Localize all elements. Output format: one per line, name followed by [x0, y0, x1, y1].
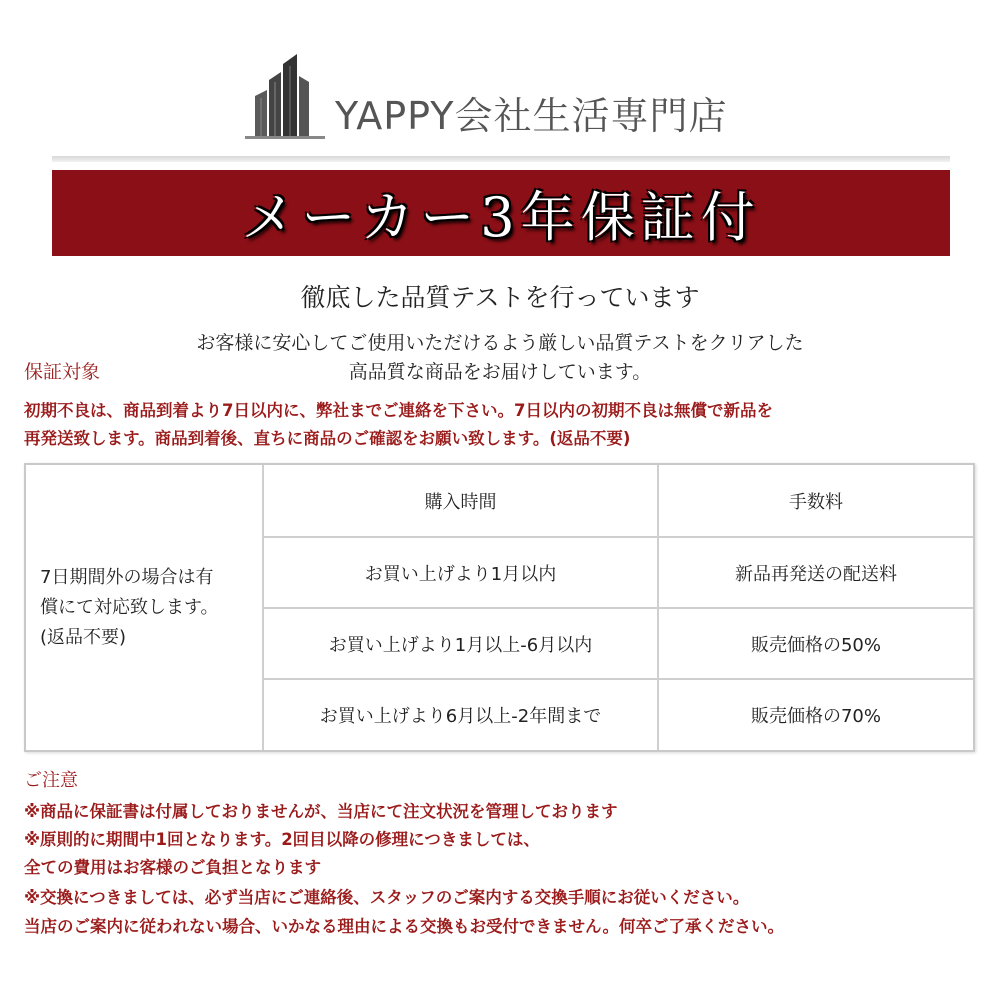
fee-table: [24, 463, 975, 752]
building-skyline-icon: [245, 52, 325, 140]
warranty-heading: 保証対象: [24, 361, 101, 383]
note-line: ※交換につきましては、必ず当店にご連絡後、スタッフのご案内する交換手順にお従いください。: [24, 888, 750, 907]
column-header: 購入時間: [424, 491, 497, 513]
intro-line: 高品質な商品をお届けしています。: [348, 361, 652, 383]
intro-line: お客様に安心してご使用いただけるよう厳しい品質テストをクリアした: [196, 332, 804, 354]
note-line: ※原則的に期間中1回となります。2回目以降の修理につきましては、: [24, 830, 540, 849]
table-cell: 販売価格の50%: [750, 634, 881, 656]
table-cell: 販売価格の70%: [750, 706, 881, 727]
table-cell: お買い上げより6月以上-2年間まで: [319, 706, 602, 727]
note-line: 全ての費用はお客様のご負担となります: [24, 858, 321, 877]
banner-title: メーカー3年保証付: [241, 185, 761, 249]
notes-heading: ご注意: [24, 770, 78, 791]
header-divider: [52, 156, 950, 162]
out-of-period-note: [26, 465, 262, 750]
column-header: 手数料: [789, 491, 843, 513]
table-cell: 新品再発送の配送料: [735, 563, 897, 585]
note-line: 7日期間外の場合は有: [40, 566, 214, 588]
warranty-banner: [52, 170, 950, 256]
note-line: 償にて対応致します。: [40, 596, 219, 618]
quality-test-heading: 徹底した品質テストを行っています: [300, 283, 700, 312]
note-line: ※商品に保証書は付属しておりませんが、当店にて注文状況を管理しております: [24, 802, 618, 821]
warranty-text: 再発送致します。商品到着後、直ちに商品のご確認をお願い致します。(返品不要): [24, 429, 631, 448]
brand-name: YAPPY会社生活専門店: [335, 94, 728, 138]
note-line: 当店のご案内に従われない場合、いかなる理由による交換もお受付できません。何卒ご了承ください。: [24, 917, 784, 936]
warranty-text: 初期不良は、商品到着より7日以内に、弊社までご連絡を下さい。7日以内の初期不良は無償で新品を: [24, 401, 773, 420]
note-line: (返品不要): [40, 626, 127, 648]
table-cell: お買い上げより1月以内: [364, 563, 557, 585]
table-cell: お買い上げより1月以上-6月以内: [328, 634, 593, 656]
